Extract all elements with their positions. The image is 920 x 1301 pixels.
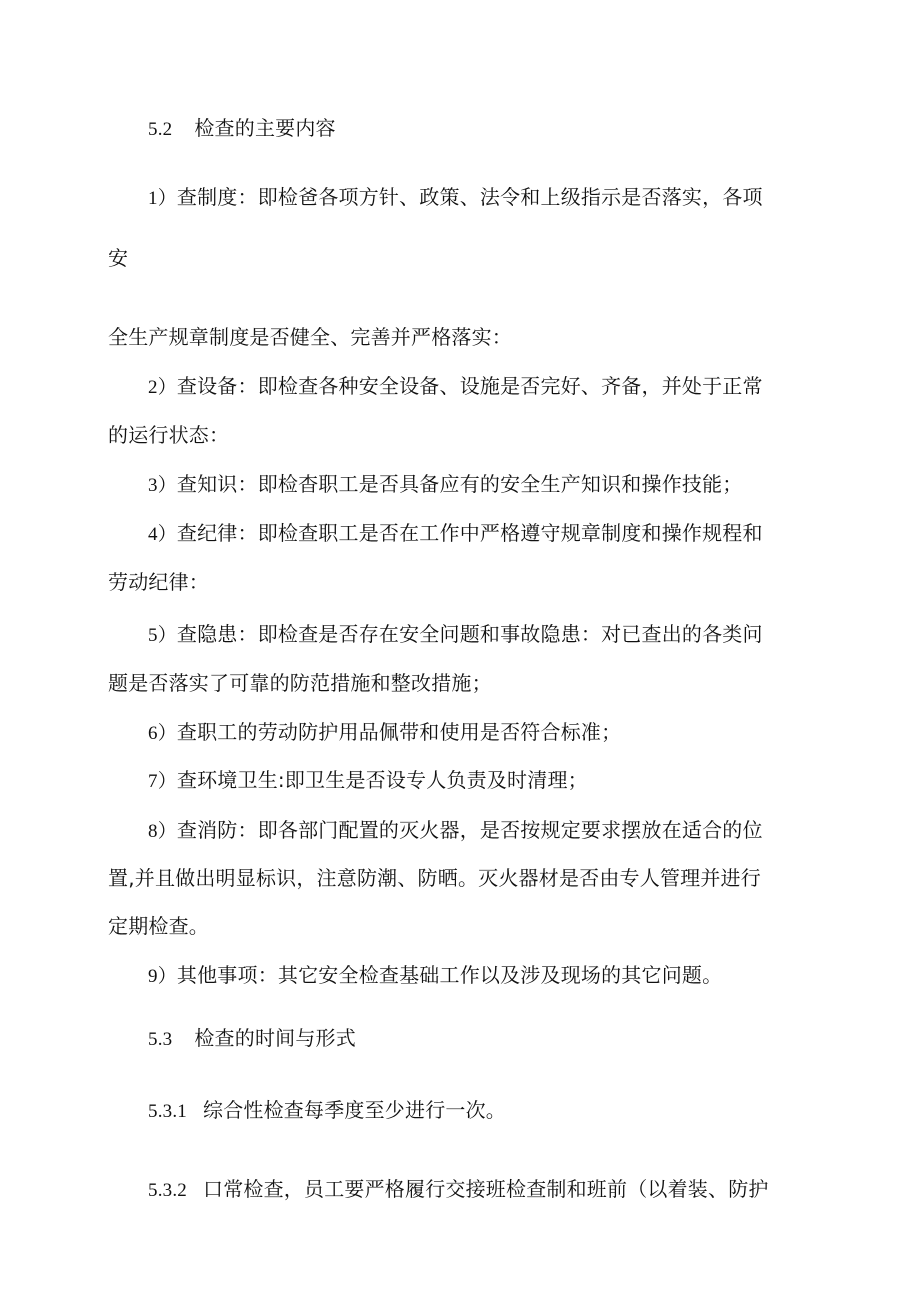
- item-7-line-1: [148, 766, 588, 796]
- item-text: 查制度：即检爸各项方针、政策、法令和上级指示是否落实，各项: [176, 185, 763, 209]
- section-number: 5.2: [148, 119, 173, 140]
- subsection-5-3-2: [148, 1175, 769, 1205]
- item-text: 查环境卫生:即卫生是否设专人负责及时清理；: [176, 768, 588, 792]
- item-number: 4）: [148, 524, 177, 545]
- section-title: 检查的时间与形式: [194, 1026, 356, 1050]
- subsection-number: 5.3.1: [148, 1101, 187, 1122]
- item-5-line-2: 题是否落实了可靠的防范措施和整改措施；: [108, 671, 492, 695]
- subsection-number: 5.3.2: [148, 1180, 187, 1201]
- section-number: 5.3: [148, 1029, 173, 1050]
- item-6-line-1: [148, 718, 621, 748]
- item-8-line-2: 置,并且做出明显标识，注意防潮、防晒。灭火器材是否由专人管理并进行: [108, 866, 761, 890]
- item-text: 查消防：即各部门配置的灭火器，是否按规定要求摆放在适合的位: [176, 818, 763, 842]
- item-2-line-2: 的运行状态：: [108, 423, 230, 447]
- item-3-line-1: [148, 470, 743, 500]
- item-2-line-1: [148, 372, 763, 402]
- item-9-line-1: [148, 961, 722, 991]
- subsection-text: 综合性检查每季度至少进行一次。: [203, 1098, 506, 1122]
- item-number: 1）: [148, 188, 177, 209]
- section-title: 检查的主要内容: [194, 116, 336, 140]
- item-text: 查纪律：即检查职工是否在工作中严格遵守规章制度和操作规程和: [176, 521, 763, 545]
- section-heading-5-3: [148, 1024, 356, 1054]
- item-number: 2）: [148, 377, 177, 398]
- item-5-line-1: [148, 620, 763, 650]
- subsection-text: 口常检查，员工要严格履行交接班检查制和班前（以着装、防护: [203, 1177, 769, 1201]
- item-1-line-1: [148, 183, 763, 213]
- item-number: 6）: [148, 723, 177, 744]
- section-heading-5-2: [148, 114, 336, 144]
- item-number: 9）: [148, 966, 177, 987]
- item-text: 查知识：即检杳职工是否具备应有的安全生产知识和操作技能；: [176, 472, 743, 496]
- item-8-line-3: 定期检查。: [108, 914, 209, 938]
- item-4-line-1: [148, 519, 763, 549]
- item-text: 其他事项：其它安全检查基础工作以及涉及现场的其它问题。: [176, 963, 723, 987]
- subsection-5-3-1: [148, 1096, 506, 1126]
- item-8-line-1: [148, 816, 763, 846]
- item-4-line-2: 劳动纪律：: [108, 570, 209, 594]
- item-1-line-3: 全生产规章制度是否健全、完善并严格落实：: [108, 325, 512, 349]
- item-number: 3）: [148, 475, 177, 496]
- item-text: 查隐患：即检查是否存在安全问题和事故隐患：对已查出的各类问: [176, 622, 763, 646]
- item-number: 8）: [148, 821, 177, 842]
- item-text: 查职工的劳动防护用品佩带和使用是否符合标准；: [176, 720, 622, 744]
- item-1-line-2: 安: [108, 246, 129, 270]
- item-number: 7）: [148, 771, 177, 792]
- item-text: 查设备：即检查各种安全设备、设施是否完好、齐备，并处于正常: [176, 374, 763, 398]
- item-number: 5）: [148, 625, 177, 646]
